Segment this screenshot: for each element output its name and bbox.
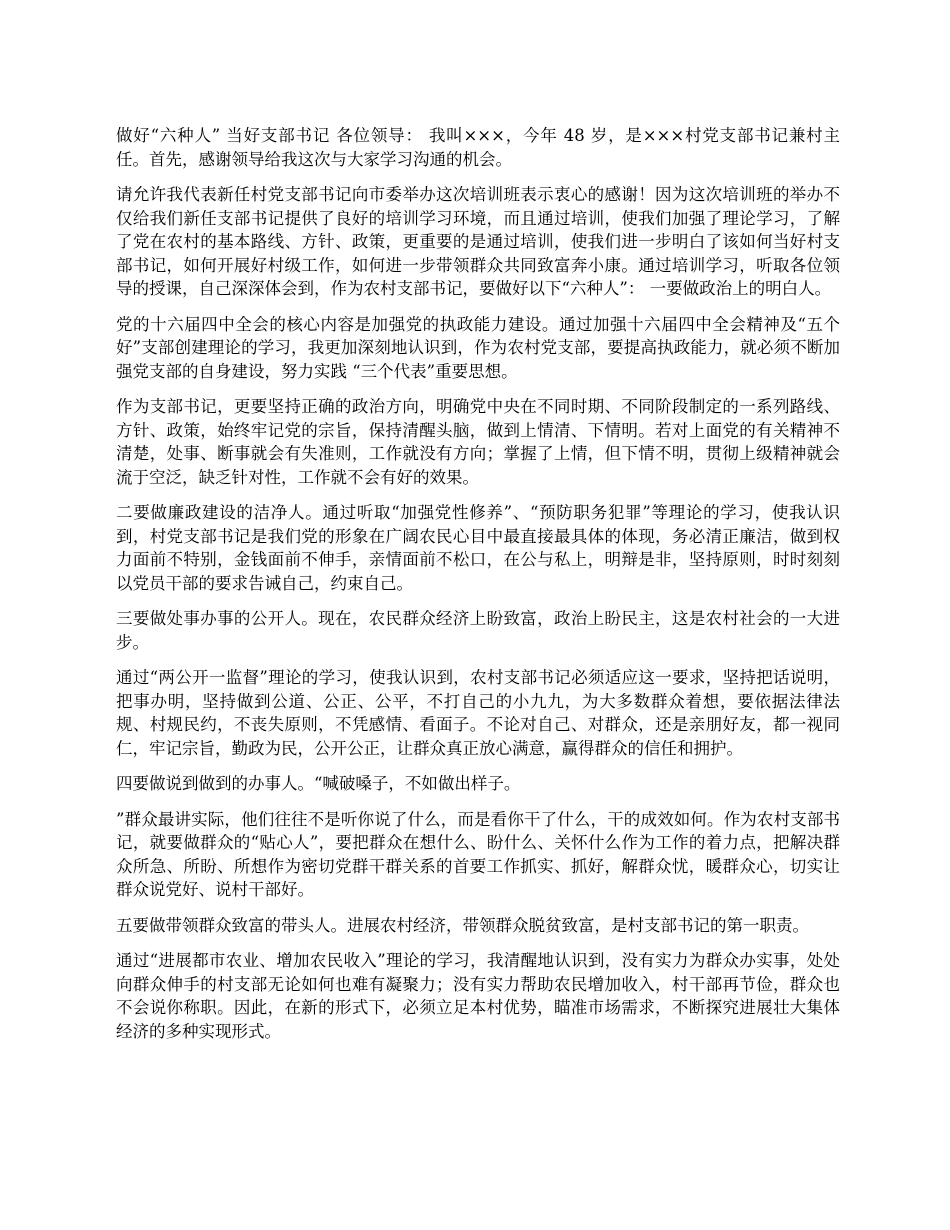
paragraph-intro: 做好“六种人” 当好支部书记 各位领导： 我叫×××，今年 48 岁，是×××村党支部书记兼村主任。首先，感谢领导给我这次与大家学习沟通的机会。 (116, 126, 840, 169)
paragraph-integrity: 二要做廉政建设的洁净人。通过听取“加强党性修养”、“预防职务犯罪”等理论的学习，使我认识到，村党支部书记是我们党的形象在广阔农民心目中最直接最具体的体现，务必清正廉洁，做到权力面前不特别，金钱面前不伸手，亲情面前不松口，在公与私上，明辩是非，坚持原则，时时刻刻以党员干部的要求告诫自己，约束自己。 (116, 503, 840, 593)
paragraph-leader: 五要做带领群众致富的带头人。进展农村经济，带领群众脱贫致富，是村支部书记的第一职责。 (116, 915, 809, 935)
paragraph-practical: ”群众最讲实际，他们往往不是听你说了什么，而是看你干了什么，干的成效如何。作为农村支部书记，就要做群众的“贴心人”，要把群众在想什么、盼什么、关怀什么作为工作的着力点，把解决群众所急、所盼、所想作为密切党群干群关系的首要工作抓实、抓好，解群众忧，暖群众心，切实让群众说党好、说村干部好。 (116, 809, 840, 899)
paragraph-political-direction: 作为支部书记，更要坚持正确的政治方向，明确党中央在不同时期、不同阶段制定的一系列路线、方针、政策，始终牢记党的宗旨，保持清醒头脑，做到上情清、下情明。若对上面党的有关精神不清楚，处事、断事就会有失准则，工作就没有方向；掌握了上情，但下情不明，贯彻上级精神就会流于空泛，缺乏针对性，工作就不会有好的效果。 (116, 397, 840, 487)
paragraph-openness: 三要做处事办事的公开人。现在，农民群众经济上盼致富，政治上盼民主，这是农村社会的一大进步。 (116, 609, 840, 652)
paragraph-two-openness: 通过“两公开一监督”理论的学习，使我认识到，农村支部书记必须适应这一要求，坚持把话说明，把事办明，坚持做到公道、公正、公平，不打自己的小九九，为大多数群众着想，要依据法律法规、村规民约，不丧失原则，不凭感情、看面子。不论对自己、对群众，还是亲朋好友，都一视同仁，牢记宗旨，勤政为民，公开公正，让群众真正放心满意，赢得群众的信任和拥护。 (116, 668, 840, 758)
paragraph-thanks: 请允许我代表新任村党支部书记向市委举办这次培训班表示衷心的感谢！因为这次培训班的举办不仅给我们新任支部书记提供了良好的培训学习环境，而且通过培训，使我们加强了理论学习，了解了党在农村的基本路线、方针、政策，更重要的是通过培训，使我们进一步明白了该如何当好村支部书记，如何开展好村级工作，如何进一步带领群众共同致富奔小康。通过培训学习，听取各位领导的授课，自己深深体会到，作为农村支部书记，要做好以下“六种人”： 一要做政治上的明白人。 (116, 185, 840, 298)
paragraph-doer: 四要做说到做到的办事人。“喊破嗓子，不如做出样子。 (116, 774, 521, 793)
document-page (116, 124, 840, 1055)
paragraph-party-building: 党的十六届四中全会的核心内容是加强党的执政能力建设。通过加强十六届四中全会精神及“五个好”支部创建理论的学习，我更加深刻地认识到，作为农村党支部，要提高执政能力，就必须不断加强党支部的自身建设，努力实践 “三个代表”重要思想。 (116, 314, 840, 381)
paragraph-economy: 通过“进展都市农业、增加农民收入”理论的学习，我清醒地认识到，没有实力为群众办实事，处处向群众伸手的村支部无论如何也难有凝聚力；没有实力帮助农民增加收入，村干部再节俭，群众也不会说你称职。因此，在新的形式下，必须立足本村优势，瞄准市场需求，不断探究进展壮大集体经济的多种实现形式。 (116, 951, 840, 1041)
